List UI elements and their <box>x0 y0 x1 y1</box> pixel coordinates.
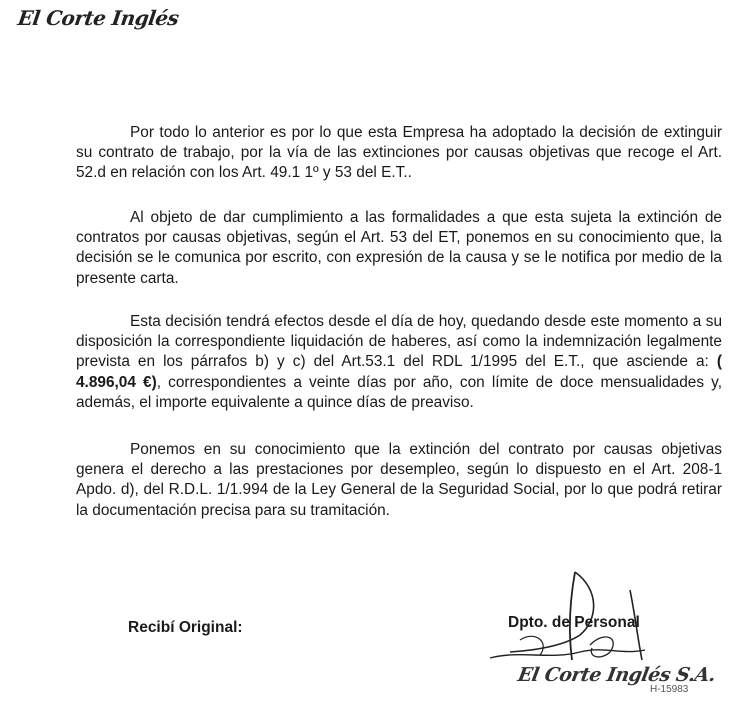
paragraph-unemployment: Ponemos en su conocimiento que la extinción del contrato por causas objetivas genera el derecho a las prestaciones por desempleo, según lo dispuesto en el Art. 208-1 Apdo. d), del R.D.L. 1/1.994 de la Ley General de la Seguridad Social, por lo que podrá retirar la documentación precisa para su tramitación. <box>76 441 722 519</box>
indemnity-amount: ( 4.896,04 €) <box>76 353 722 391</box>
effects-text-start: Esta decisión tendrá efectos desde el día de hoy, quedando desde este momento a su disposición la correspondiente liquidación de haberes, así como la indemnización legalmente prevista en los párrafos b) y c) del Art.53.1 del RDL 1/1995 del E.T., que asciende a: <box>76 313 722 371</box>
paragraph-decision: Por todo lo anterior es por lo que esta Empresa ha adoptado la decisión de extinguir su contrato de trabajo, por la vía de las extinciones por causas objetivas que recoge el Art. 52.d en relación con los Art. 49.1 1º y 53 del E.T.. <box>76 124 722 182</box>
company-logo: El Corte Inglés <box>16 6 181 30</box>
stamp-code: H-15983 <box>650 684 689 695</box>
received-original-label: Recibí Original: <box>128 619 243 636</box>
company-stamp: El Corte Inglés S.A. <box>516 664 718 686</box>
effects-text-end: , correspondientes a veinte días por año, con límite de doce mensualidades y, además, el importe equivalente a quince días de preaviso. <box>76 373 722 411</box>
department-label: Dpto. de Personal <box>508 614 640 631</box>
paragraph-formalities: Al objeto de dar cumplimiento a las formalidades a que esta sujeta la extinción de contratos por causas objetivas, según el Art. 53 del ET, ponemos en su conocimiento que, la decisión se le comunica por escrito, con expresión de la causa y se le notifica por medio de la presente carta. <box>76 209 722 287</box>
paragraph-effects <box>76 312 722 413</box>
